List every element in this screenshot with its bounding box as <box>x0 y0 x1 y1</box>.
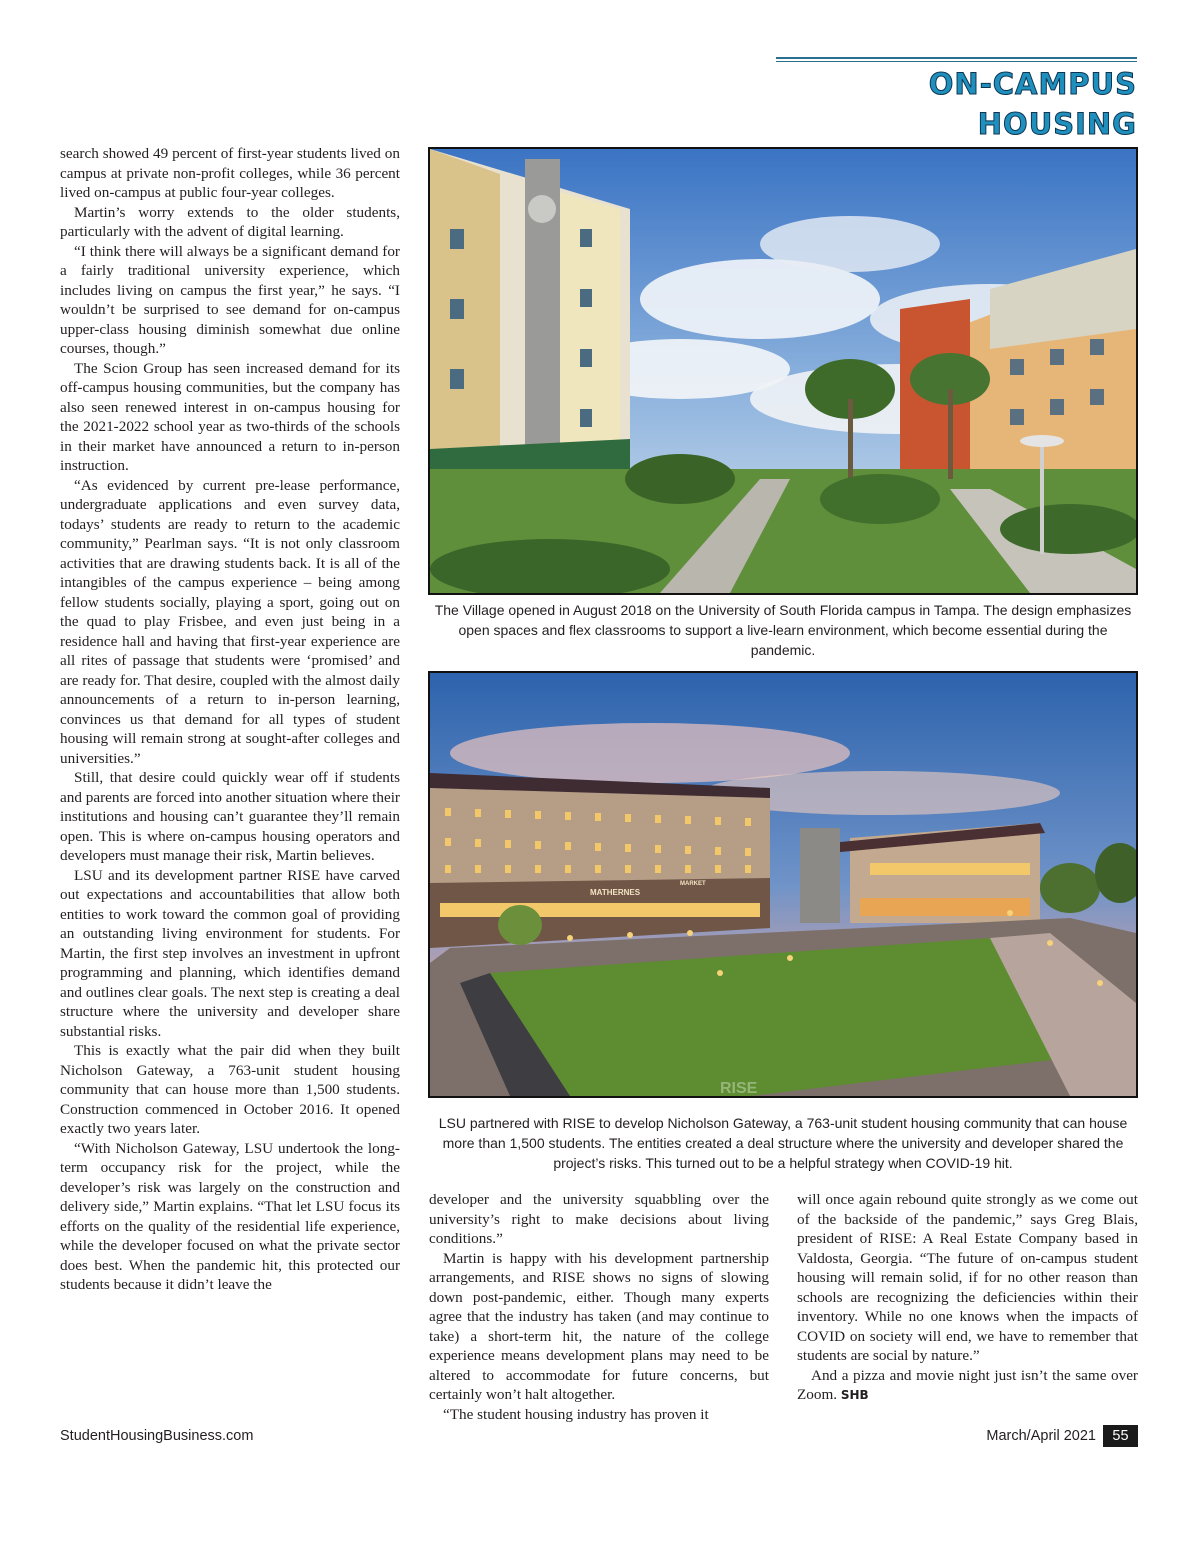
footer-site: StudentHousingBusiness.com <box>60 1428 254 1444</box>
paragraph: This is exactly what the pair did when they built Nicholson Gateway, a 763-unit student housing community that can house more than 1,500 students. Construction commenced in October 2016. It opened exactly two years later. <box>60 1042 400 1137</box>
header-rule-top <box>776 57 1137 59</box>
paragraph-final <box>797 1366 1138 1406</box>
village-photo <box>428 147 1138 595</box>
paragraph: “With Nicholson Gateway, LSU undertook the long-term occupancy risk for the project, while the developer’s risk was largely on the construction and delivery side,” Martin explains. “That let LSU focus its efforts on the quality of the residential life experience, while the developer focused on what the private sector does best. When the pandemic hit, this protected our students because it didn’t leave the <box>60 1139 400 1293</box>
paragraph: developer and the university squabbling over the university’s right to make decisions about living conditions.” <box>429 1191 769 1247</box>
nicholson-gateway-photo-image <box>430 673 1136 1096</box>
paragraph: “As evidenced by current pre-lease performance, undergraduate applications and even survey data, todays’ students are ready to return to the academic community,” Pearlman says. “It is not only classroom activities that are drawing students back. It is all of the intangibles of the campus experience – being among fellow students socially, playing a sport, going out on the quad to play Frisbee, and even just being in a residence hall and having that first-year experience are all rites of passage that students were ‘promised’ and are ready for. That desire, coupled with the almost daily announcements of a return to in-person learning, convinces us that demand for all types of student housing will remain strong at sought-after colleges and universities.” <box>60 476 400 767</box>
section-title: ON-CAMPUS HOUSING <box>928 67 1137 141</box>
nicholson-gateway-photo <box>428 671 1138 1098</box>
footer-issue: March/April 2021 <box>986 1428 1096 1444</box>
paragraph: LSU and its development partner RISE have carved out expectations and accountabilities that allow both entities to work toward the common goal of providing an outstanding living environment for students. For Martin, the first step involves an investment in upfront programming and planning, which identifies demand and outlines clear goals. The next step is creating a deal structure where the university and developer share substantial risks. <box>60 866 400 1040</box>
photo-watermark: RISE <box>720 1080 758 1096</box>
paragraph: Still, that desire could quickly wear off if students and parents are forced into another situation where their institutions and housing can’t guarantee they’ll remain open. This is where on-campus housing operators and developers must manage their risk, Martin believes. <box>60 769 400 864</box>
village-photo-caption: The Village opened in August 2018 on the University of South Florida campus in Tampa. The design emphasizes open spaces and flex classrooms to support a live-learn environment, which become essential during the pandemic. <box>434 602 1132 658</box>
paragraph-text: And a pizza and movie night just isn’t the same over Zoom. <box>797 1366 1138 1403</box>
article-column-3 <box>797 1190 1138 1406</box>
paragraph: Martin is happy with his development partnership arrangements, and RISE shows no signs of slowing down post-pandemic, either. Though many experts agree that the industry has taken (and may continue to take) a short-term hit, the nature of the college experience means development plans may need to be altered to accommodate for future concerns, but certainly won’t halt altogether. <box>429 1249 769 1403</box>
paragraph: will once again rebound quite strongly as we come out of the backside of the pandemic,” says Greg Blais, president of RISE: A Real Estate Company based in Valdosta, Georgia. “The future of on-campus student housing will remain solid, if for no other reason than schools are recognizing the deficiencies within their inventory. While no one knows when the impacts of COVID on society will end, we have to remember that students are social by nature.” <box>797 1191 1138 1364</box>
paragraph: search showed 49 percent of first-year students lived on campus at private non-profit colleges, while 36 percent lived on-campus at public four-year colleges. <box>60 145 400 201</box>
paragraph: Martin’s worry extends to the older students, particularly with the advent of digital learning. <box>60 203 400 240</box>
storefront-sign-market: MARKET <box>680 881 706 887</box>
nicholson-gateway-photo-caption: LSU partnered with RISE to develop Nicholson Gateway, a 763-unit student housing community that can house more than 1,500 students. The entities created a deal structure where the university and developer shared the project’s risks. This turned out to be a helpful strategy when COVID-19 hit. <box>438 1115 1128 1171</box>
article-column-2 <box>429 1190 769 1424</box>
storefront-sign-mathernes: MATHERNES <box>590 888 641 897</box>
paragraph: The Scion Group has seen increased demand for its off-campus housing communities, but the company has also seen renewed interest in on-campus housing for the 2021-2022 school year as two-thirds of the schools in their market have announced a return to in-person instruction. <box>60 359 400 474</box>
article-column-1 <box>60 144 400 1295</box>
paragraph: “The student housing industry has proven it <box>443 1405 709 1423</box>
page-number: 55 <box>1103 1425 1138 1447</box>
paragraph: “I think there will always be a significant demand for a fairly traditional university experience, which includes living on campus the first year,” he says. “I wouldn’t be surprised to see demand for on-campus upper-class housing diminish somewhat due online courses, though.” <box>60 242 400 357</box>
village-photo-image <box>430 149 1136 593</box>
header-rule-bottom <box>776 61 1137 62</box>
end-mark: SHB <box>840 1388 869 1402</box>
